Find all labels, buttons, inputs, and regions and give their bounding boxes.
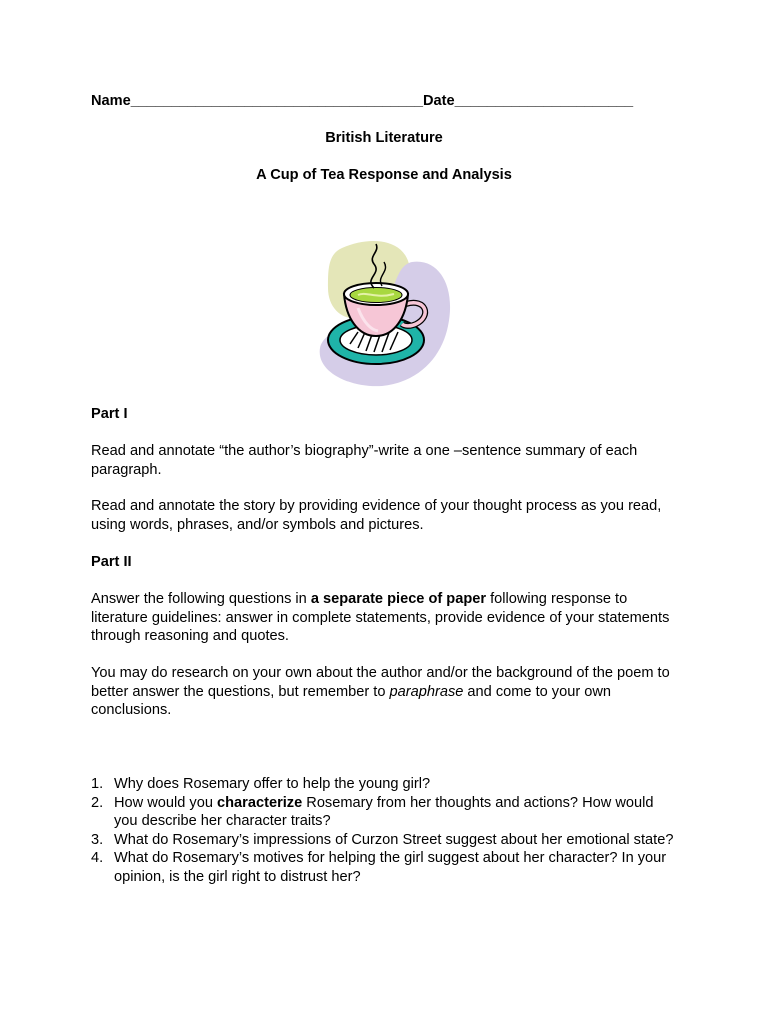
course-title: British Literature xyxy=(325,130,443,146)
date-blank: ______________________ xyxy=(454,93,634,109)
part2-paragraph-1 xyxy=(91,590,681,646)
name-blank: ____________________________________ xyxy=(130,93,423,109)
text-run: How would you xyxy=(114,794,218,811)
question-number: 3. xyxy=(91,831,104,848)
text-run: following response to literature guidelines: answer in complete statements, provide evidence of your statements through reasoning and quotes. xyxy=(91,591,670,644)
name-date-line xyxy=(91,92,633,111)
question-item xyxy=(91,775,681,794)
question-text xyxy=(114,794,681,831)
question-text: What do Rosemary’s impressions of Curzon Street suggest about her emotional state? xyxy=(114,831,674,848)
teacup-icon xyxy=(314,236,454,388)
question-number: 4. xyxy=(91,850,104,866)
emphasis-characterize: characterize xyxy=(217,794,303,811)
part1-paragraph-1: Read and annotate “the author’s biography”-write a one –sentence summary of each paragraph. xyxy=(91,443,638,478)
text-run: Answer the following questions in xyxy=(91,591,311,607)
text-run: You may do research on your own about the author and/or the background of the poem to better answer the questions, but remember to xyxy=(91,665,670,700)
part2-heading: Part II xyxy=(91,554,132,570)
part2-paragraph-2 xyxy=(91,664,681,720)
question-item xyxy=(91,831,681,850)
date-label: Date xyxy=(422,93,455,109)
assignment-title: A Cup of Tea Response and Analysis xyxy=(256,167,512,183)
question-number: 1. xyxy=(91,776,104,792)
part1-heading: Part I xyxy=(91,406,128,422)
question-number: 2. xyxy=(91,794,104,811)
question-item xyxy=(91,849,681,886)
name-label: Name xyxy=(91,93,131,109)
question-item xyxy=(91,794,681,831)
text-run: Rosemary from her thoughts and actions? How would you describe her character traits? xyxy=(114,794,654,829)
part1-paragraph-2: Read and annotate the story by providing evidence of your thought process as you read, using words, phrases, and/or symbols and pictures. xyxy=(91,498,662,533)
text-run: and come to your own conclusions. xyxy=(91,683,612,718)
question-list xyxy=(91,775,681,886)
emphasis-separate-paper: a separate piece of paper xyxy=(310,591,487,607)
emphasis-paraphrase: paraphrase xyxy=(389,683,464,700)
question-text: Why does Rosemary offer to help the young girl? xyxy=(114,776,431,792)
question-text: What do Rosemary’s motives for helping the girl suggest about her character? In your opinion, is the girl right to distrust her? xyxy=(114,850,667,885)
